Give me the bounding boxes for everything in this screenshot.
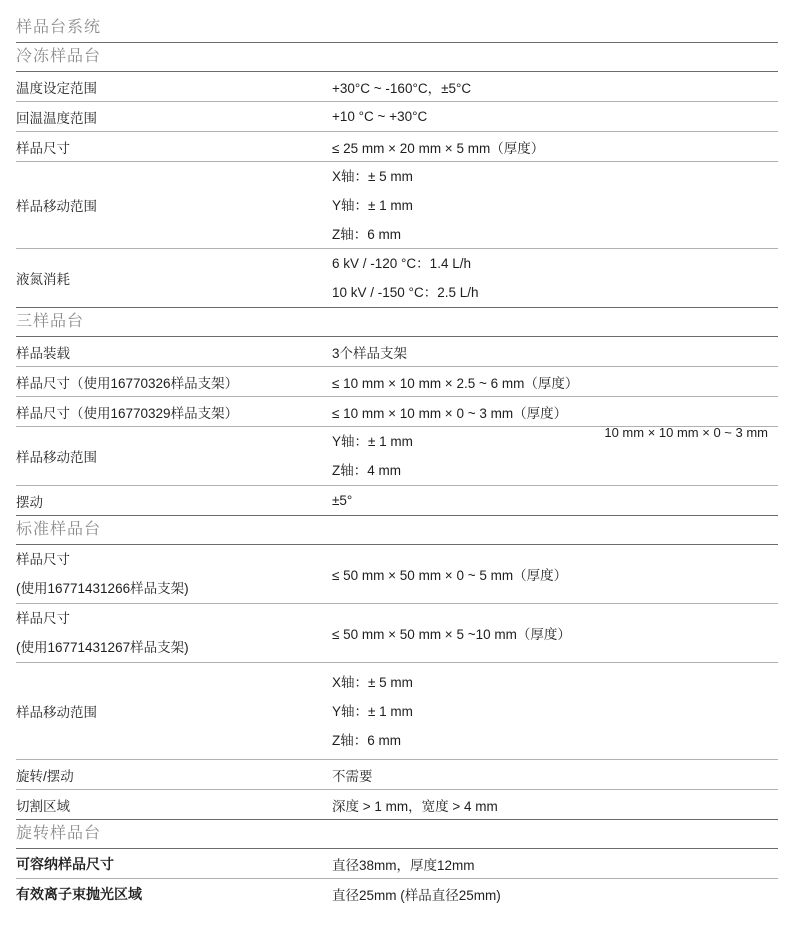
table-row: [16, 397, 778, 427]
page-title: 样品台系统: [16, 14, 778, 43]
table-row: [16, 249, 778, 308]
row-value: 3个样品支架: [332, 345, 408, 361]
table-row: [16, 132, 778, 162]
row-label: 样品移动范围: [16, 199, 97, 214]
row-value: Y轴：± 1 mm Z轴：4 mm: [332, 434, 413, 478]
row-label: 样品尺寸 (使用16771431266样品支架): [16, 552, 189, 596]
table-row: [16, 790, 778, 820]
row-value: 6 kV / -120 °C：1.4 L/h 10 kV / -150 °C：2.5 L/h: [332, 256, 479, 300]
row-value: 不需要: [332, 768, 373, 784]
row-value: ≤ 10 mm × 10 mm × 0 ~ 3 mm（厚度）: [332, 405, 568, 421]
row-label: 旋转/摆动: [16, 768, 74, 784]
table-row: [16, 427, 778, 486]
row-label: 温度设定范围: [16, 80, 97, 96]
row-label: 摆动: [16, 494, 43, 510]
table-row: [16, 486, 778, 516]
table-row: [16, 545, 778, 604]
table-row: [16, 162, 778, 249]
table-row: [16, 72, 778, 102]
row-value: 深度 > 1 mm，宽度 > 4 mm: [332, 798, 498, 814]
row-value: ≤ 25 mm × 20 mm × 5 mm（厚度）: [332, 140, 545, 156]
row-label: 样品尺寸: [16, 140, 70, 156]
row-value: +10 °C ~ +30°C: [332, 109, 428, 124]
row-value: ≤ 50 mm × 50 mm × 0 ~ 5 mm（厚度）: [332, 568, 568, 583]
table-row: [16, 879, 778, 908]
row-value: ±5°: [332, 493, 353, 508]
row-label: 有效离子束抛光区域: [16, 885, 142, 902]
table-row: [16, 367, 778, 397]
row-value: 直径25mm (样品直径25mm): [332, 887, 501, 903]
row-label: 样品尺寸（使用16770329样品支架）: [16, 405, 239, 421]
row-label: 可容纳样品尺寸: [16, 855, 114, 872]
spec-table: [16, 14, 778, 908]
overflow-note: 10 mm × 10 mm × 0 ~ 3 mm: [604, 425, 768, 440]
table-row: [16, 604, 778, 663]
table-row: [16, 102, 778, 132]
row-label: 切割区域: [16, 798, 70, 814]
row-label: 样品尺寸 (使用16771431267样品支架): [16, 611, 189, 655]
row-value: X轴：± 5 mm Y轴：± 1 mm Z轴：6 mm: [332, 674, 413, 748]
row-value: X轴：± 5 mm Y轴：± 1 mm Z轴：6 mm: [332, 168, 413, 242]
row-label: 样品尺寸（使用16770326样品支架）: [16, 375, 239, 391]
section-heading-rotary-stage: 旋转样品台: [16, 820, 778, 849]
row-label: 样品移动范围: [16, 705, 97, 720]
row-label: 样品装载: [16, 345, 70, 361]
row-label: 回温温度范围: [16, 110, 97, 126]
row-value: ≤ 10 mm × 10 mm × 2.5 ~ 6 mm（厚度）: [332, 375, 579, 391]
table-row: [16, 849, 778, 879]
table-row: [16, 760, 778, 790]
section-heading-triple-stage: 三样品台: [16, 308, 778, 337]
row-value: 直径38mm，厚度12mm: [332, 857, 475, 873]
row-label: 液氮消耗: [16, 272, 70, 287]
section-heading-standard-stage: 标准样品台: [16, 516, 778, 545]
row-value: +30°C ~ -160°C，±5°C: [332, 80, 472, 96]
table-row: [16, 337, 778, 367]
table-row: [16, 663, 778, 760]
row-value: ≤ 50 mm × 50 mm × 5 ~10 mm（厚度）: [332, 627, 571, 642]
row-label: 样品移动范围: [16, 450, 97, 465]
section-heading-cryo-stage: 冷冻样品台: [16, 43, 778, 72]
